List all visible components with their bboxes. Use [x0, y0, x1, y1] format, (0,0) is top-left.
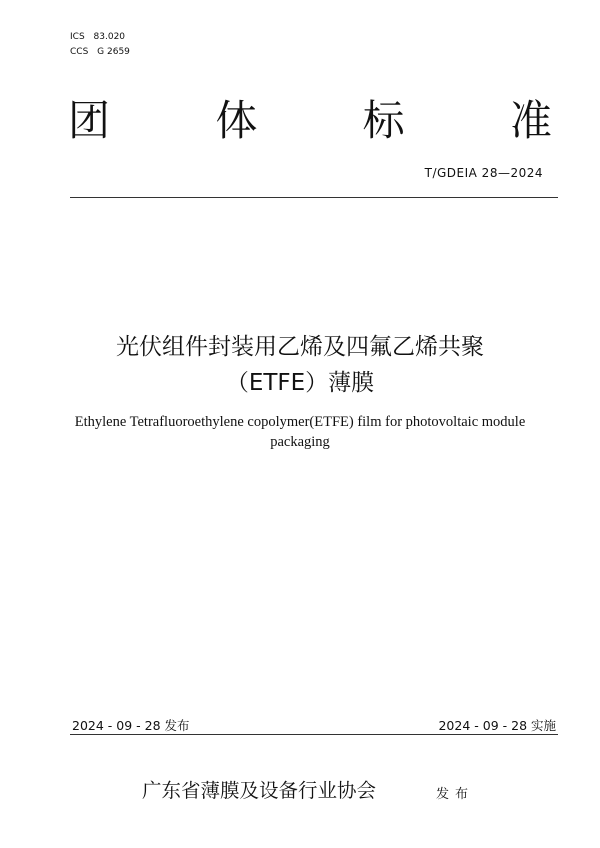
ics-value: 83.020: [93, 32, 126, 42]
publisher-name: 广东省薄膜及设备行业协会: [142, 779, 377, 802]
title-cn-line1: 光伏组件封装用乙烯及四氟乙烯共聚: [116, 334, 484, 360]
ccs-code-row: [70, 45, 136, 60]
ccs-value: G 2659: [97, 47, 130, 57]
top-divider: [70, 197, 558, 198]
ics-label: ICS: [70, 32, 85, 42]
classification-codes: [70, 30, 136, 60]
publish-mark: 发布: [436, 787, 475, 802]
standard-number: T/GDEIA 28—2024: [424, 166, 543, 180]
standard-type-char: 体: [215, 96, 258, 145]
title-en-line1: Ethylene Tetrafluoroethylene copolymer(ETFE) film for photovoltaic module: [74, 414, 526, 430]
standard-type-char: 准: [509, 96, 552, 145]
ics-code-row: [70, 30, 136, 45]
standard-type-char: 团: [68, 96, 111, 145]
title-en-line2: packaging: [270, 434, 330, 450]
standard-type-heading: [68, 88, 552, 148]
bottom-divider: [70, 734, 558, 735]
implement-date: 2024 - 09 - 28 实施: [438, 718, 556, 733]
ccs-label: CCS: [70, 47, 89, 57]
title-cn-line2: （ETFE）薄膜: [225, 370, 375, 396]
issue-date: 2024 - 09 - 28 发布: [72, 718, 190, 733]
standard-type-char: 标: [362, 96, 405, 145]
